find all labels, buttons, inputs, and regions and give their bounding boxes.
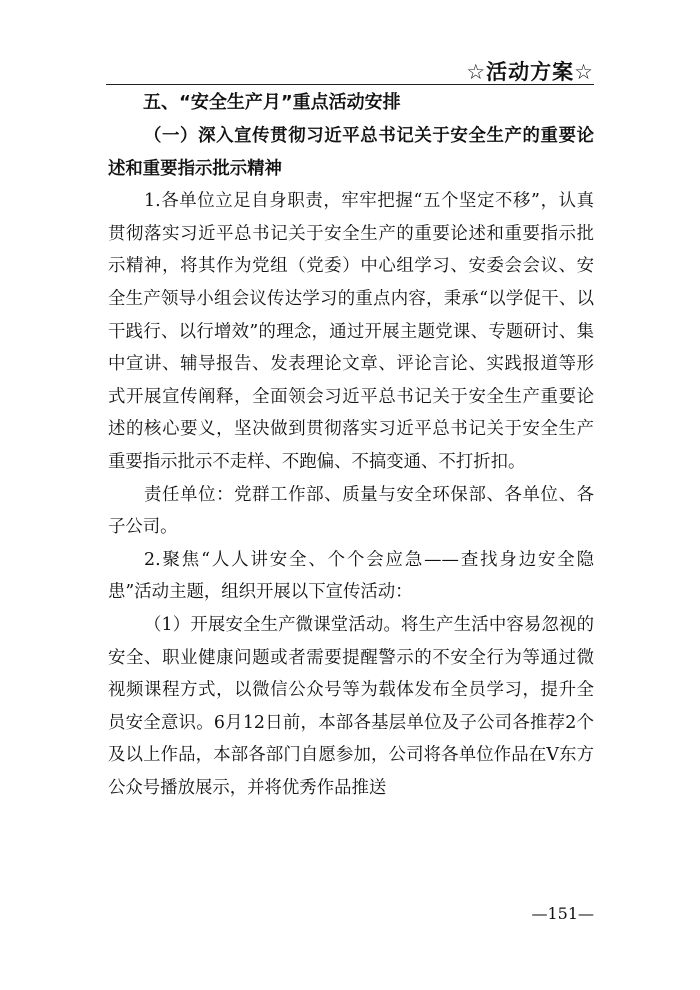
responsibility-paragraph: 责任单位：党群工作部、质量与安全环保部、各单位、各子公司。 xyxy=(108,484,594,538)
subheading-1: （一）深入宣传贯彻习近平总书记关于安全生产的重要论述和重要指示批示精神 xyxy=(108,126,594,179)
paragraph-1: 1.各单位立足自身职责，牢牢把握“五个坚定不移”，认真贯彻落实习近平总书记关于安全生产的重要论述和重要指示批示精神，将其作为党组（党委）中心组学习、安委会会议、安全生产领导小组会议传达学习的重点内容，秉承“以学促干、以干践行、以行增效”的理念，通过开展主题党课、专题研讨、集中宣讲、辅导报告、发表理论文章、评论言论、实践报道等形式开展宣传阐释，全面领会习近平总书记关于安全生产重要论述的核心要义，坚决做到贯彻落实习近平总书记关于安全生产重要指示批示不走样、不跑偏、不搞变通、不打折扣。 xyxy=(108,191,594,472)
page-number: —151— xyxy=(531,904,594,923)
header-title: ☆活动方案☆ xyxy=(466,60,594,84)
paragraph-3: （1）开展安全生产微课堂活动。将生产生活中容易忽视的安全、职业健康问题或者需要提醒警示的不安全行为等通过微视频课程方式，以微信公众号等为载体发布全员学习，提升全员安全意识。6月12日前，本部各基层单位及子公司各推荐2个及以上作品，本部各部门自愿参加，公司将各单位作品在V东方公众号播放展示，并将优秀作品推送 xyxy=(108,614,594,798)
section-heading: 五、“安全生产月”重点活动安排 xyxy=(143,92,401,113)
header-rule xyxy=(106,84,594,85)
document-body xyxy=(108,120,594,804)
paragraph-2: 2.聚焦“人人讲安全、个个会应急——查找身边安全隐患”活动主题，组织开展以下宣传活动： xyxy=(108,549,594,603)
